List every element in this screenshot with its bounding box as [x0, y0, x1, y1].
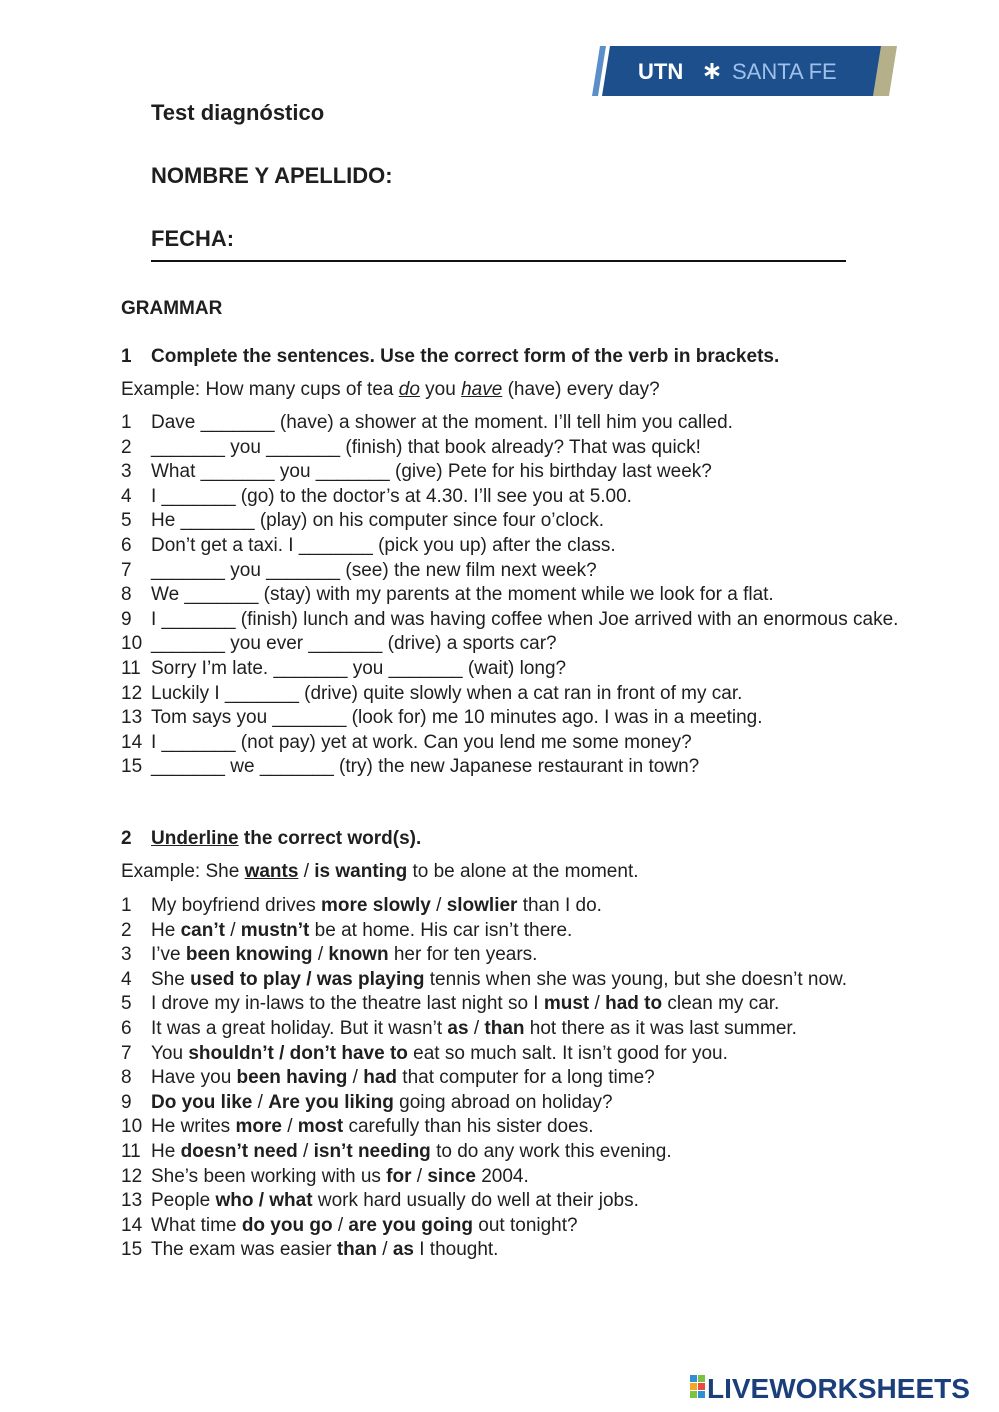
- list-item: [121, 1115, 931, 1140]
- item-text: Tom says you _______ (look for) me 10 minutes ago. I was in a meeting.: [151, 707, 763, 729]
- exercise-2-example: Example: She wants / is wanting to be alone at the moment.: [121, 861, 639, 882]
- item-text: I thought.: [413, 1239, 499, 1261]
- option-separator: /: [224, 919, 241, 941]
- item-text: than I do.: [517, 895, 602, 916]
- list-item: [121, 992, 931, 1017]
- option-a: must: [543, 993, 590, 1015]
- list-item: [121, 1189, 931, 1214]
- exercise-instruction: Complete the sentences. Use the correct form of the verb in brackets.: [151, 346, 780, 367]
- option-a: as: [447, 1017, 469, 1039]
- item-number: 15: [121, 1239, 143, 1261]
- option-a: been having: [236, 1067, 348, 1089]
- item-text: Dave _______ (have) a shower at the moment. I’ll tell him you called.: [151, 412, 733, 433]
- option-b: had: [363, 1067, 398, 1089]
- exercise-1-example: Example: How many cups of tea do you have (have) every day?: [121, 379, 660, 400]
- item-text: People: [151, 1190, 216, 1212]
- item-text: What time: [151, 1214, 242, 1236]
- item-text: going abroad on holiday?: [393, 1091, 613, 1113]
- item-number: 7: [121, 1042, 132, 1064]
- list-item: [121, 632, 931, 657]
- option-separator: /: [312, 944, 329, 966]
- option-a: who / what: [215, 1190, 313, 1212]
- option-b: isn’t needing: [313, 1140, 431, 1162]
- list-item: [121, 436, 931, 461]
- item-number: 5: [121, 993, 132, 1015]
- option-a: do you go: [241, 1214, 333, 1236]
- item-text: The exam was easier: [151, 1239, 337, 1261]
- item-text: It was a great holiday. But it wasn’t: [151, 1017, 448, 1039]
- item-text: Sorry I’m late. _______ you _______ (wait) long?: [151, 657, 567, 679]
- item-text: He: [151, 919, 181, 941]
- list-item: [121, 1140, 931, 1165]
- item-number: 1: [121, 412, 132, 433]
- item-number: 9: [121, 1091, 132, 1113]
- list-item: [121, 1165, 931, 1190]
- page-title: Test diagnóstico: [151, 100, 325, 125]
- date-label: FECHA:: [151, 226, 235, 251]
- item-number: 5: [121, 510, 132, 532]
- option-a: can’t: [180, 919, 225, 941]
- item-text: He: [151, 1140, 181, 1162]
- item-text: He _______ (play) on his computer since four o’clock.: [151, 510, 605, 532]
- list-item: [121, 608, 931, 633]
- option-b: than: [484, 1017, 525, 1039]
- logo-right-text: SANTA FE: [732, 59, 837, 84]
- item-text: _______ you _______ (finish) that book already? That was quick!: [151, 436, 701, 458]
- option-separator: /: [297, 1140, 314, 1162]
- option-a: shouldn’t / don’t have to: [188, 1042, 408, 1064]
- example-answer: wants: [244, 861, 299, 882]
- item-text: I drove my in-laws to the theatre last night so I: [151, 993, 544, 1015]
- item-number: 12: [121, 682, 143, 704]
- option-a: been knowing: [185, 944, 313, 966]
- exercise-instruction: Underline the correct word(s).: [151, 828, 422, 849]
- list-item: [121, 1066, 931, 1091]
- item-text: to do any work this evening.: [430, 1140, 672, 1162]
- item-text: Luckily I _______ (drive) quite slowly when a cat ran in front of my car.: [151, 682, 743, 704]
- option-b: most: [297, 1116, 344, 1138]
- option-a: for: [386, 1165, 412, 1187]
- item-text: 2004.: [475, 1165, 529, 1187]
- option-a: more slowly: [321, 895, 431, 916]
- item-number: 14: [121, 731, 143, 753]
- item-number: 3: [121, 461, 132, 483]
- item-number: 10: [121, 1116, 143, 1138]
- option-separator: /: [468, 1017, 485, 1039]
- item-number: 6: [121, 1017, 132, 1039]
- option-separator: /: [589, 993, 606, 1015]
- item-text: I _______ (finish) lunch and was having coffee when Joe arrived with an enormous cake.: [151, 608, 899, 630]
- list-item: [121, 1214, 931, 1239]
- option-separator: /: [281, 1116, 298, 1138]
- item-text: hot there as it was last summer.: [524, 1017, 797, 1039]
- item-text: out tonight?: [473, 1214, 578, 1236]
- item-text: that computer for a long time?: [397, 1067, 655, 1089]
- item-text: _______ we _______ (try) the new Japanese restaurant in town?: [151, 756, 700, 778]
- list-item: [121, 583, 931, 608]
- item-text: I _______ (not pay) yet at work. Can you lend me some money?: [151, 731, 692, 753]
- item-number: 9: [121, 608, 132, 630]
- option-separator: /: [332, 1214, 349, 1236]
- item-text: eat so much salt. It isn’t good for you.: [407, 1042, 728, 1064]
- option-b: mustn’t: [240, 919, 310, 941]
- item-number: 2: [121, 919, 132, 941]
- utn-santa-fe-logo: [592, 46, 897, 96]
- item-text: You: [151, 1042, 189, 1064]
- option-a: doesn’t need: [180, 1140, 298, 1162]
- item-text: be at home. His car isn’t there.: [309, 919, 573, 941]
- option-b: slowlier: [446, 895, 518, 916]
- item-text: She’s been working with us: [151, 1165, 387, 1187]
- list-item: [121, 1042, 931, 1067]
- item-text: We _______ (stay) with my parents at the moment while we look for a flat.: [151, 584, 774, 606]
- section-title: GRAMMAR: [121, 298, 223, 319]
- list-item: [121, 1238, 931, 1263]
- list-item: [121, 1017, 931, 1042]
- item-text: her for ten years.: [388, 944, 538, 966]
- list-item: [121, 411, 931, 436]
- item-text: I _______ (go) to the doctor’s at 4.30. I’ll see you at 5.00.: [151, 485, 632, 507]
- date-line: [151, 260, 846, 262]
- item-number: 7: [121, 559, 132, 581]
- option-a: more: [235, 1116, 282, 1138]
- item-number: 2: [121, 436, 132, 458]
- list-item: [121, 559, 931, 584]
- item-number: 8: [121, 584, 132, 606]
- item-text: Have you: [151, 1067, 237, 1089]
- logo-left-text: UTN: [638, 59, 684, 84]
- option-separator: /: [411, 1165, 428, 1187]
- list-item: [121, 485, 931, 510]
- list-item: [121, 968, 931, 993]
- option-separator: /: [376, 1239, 393, 1261]
- item-text: My boyfriend drives: [151, 895, 322, 916]
- item-number: 8: [121, 1067, 132, 1089]
- item-number: 3: [121, 944, 132, 966]
- list-item: [121, 755, 931, 780]
- item-number: 6: [121, 534, 132, 556]
- option-a: than: [336, 1239, 377, 1261]
- option-a: used to play / was playing: [190, 968, 425, 990]
- item-text: _______ you _______ (see) the new film next week?: [151, 559, 597, 581]
- item-text: work hard usually do well at their jobs.: [312, 1190, 639, 1212]
- list-item: [121, 706, 931, 731]
- item-number: 12: [121, 1165, 143, 1187]
- list-item: [121, 1091, 931, 1116]
- item-text: Don’t get a taxi. I _______ (pick you up) after the class.: [151, 534, 616, 556]
- item-text: tennis when she was young, but she doesn’t now.: [424, 968, 847, 990]
- list-item: [121, 943, 931, 968]
- item-number: 15: [121, 756, 143, 778]
- liveworksheets-icon: [690, 1375, 705, 1398]
- option-separator: /: [430, 895, 447, 916]
- liveworksheets-logo: [690, 1372, 988, 1402]
- item-text: carefully than his sister does.: [343, 1116, 594, 1138]
- item-text: She: [151, 968, 191, 990]
- item-number: 10: [121, 633, 143, 655]
- item-text: I’ve: [151, 944, 186, 966]
- option-b: had to: [605, 993, 663, 1015]
- name-label: NOMBRE Y APELLIDO:: [151, 163, 393, 188]
- item-text: _______ you ever _______ (drive) a sports car?: [151, 633, 557, 655]
- item-number: 4: [121, 485, 132, 507]
- list-item: [121, 682, 931, 707]
- item-number: 14: [121, 1214, 143, 1236]
- item-number: 11: [121, 1140, 141, 1162]
- item-number: 13: [121, 707, 143, 729]
- item-text: clean my car.: [662, 993, 780, 1015]
- list-item: [121, 731, 931, 756]
- item-text: He writes: [151, 1116, 236, 1138]
- item-number: 4: [121, 968, 132, 990]
- item-number: 11: [121, 657, 141, 679]
- exercise-number: 2: [121, 828, 132, 849]
- example-answer: do: [398, 379, 420, 400]
- option-a: Do you like: [151, 1091, 253, 1113]
- exercise-1-list: [121, 411, 931, 780]
- exercise-number: 1: [121, 346, 132, 367]
- item-text: What _______ you _______ (give) Pete for his birthday last week?: [151, 461, 712, 483]
- list-item: [121, 534, 931, 559]
- list-item: [121, 919, 931, 944]
- option-b: since: [427, 1165, 476, 1187]
- option-b: Are you liking: [268, 1091, 394, 1113]
- option-b: as: [392, 1239, 414, 1261]
- item-number: 13: [121, 1190, 143, 1212]
- list-item: [121, 509, 931, 534]
- exercise-2-list: [121, 894, 931, 1263]
- list-item: [121, 657, 931, 682]
- option-b: are you going: [348, 1214, 473, 1236]
- option-b: known: [328, 944, 389, 966]
- example-answer: have: [461, 379, 503, 400]
- item-number: 1: [121, 895, 132, 916]
- list-item: [121, 460, 931, 485]
- list-item: [121, 894, 931, 919]
- option-separator: /: [252, 1091, 269, 1113]
- option-separator: /: [347, 1067, 364, 1089]
- footer-brand: LIVEWORKSHEETS: [707, 1373, 970, 1402]
